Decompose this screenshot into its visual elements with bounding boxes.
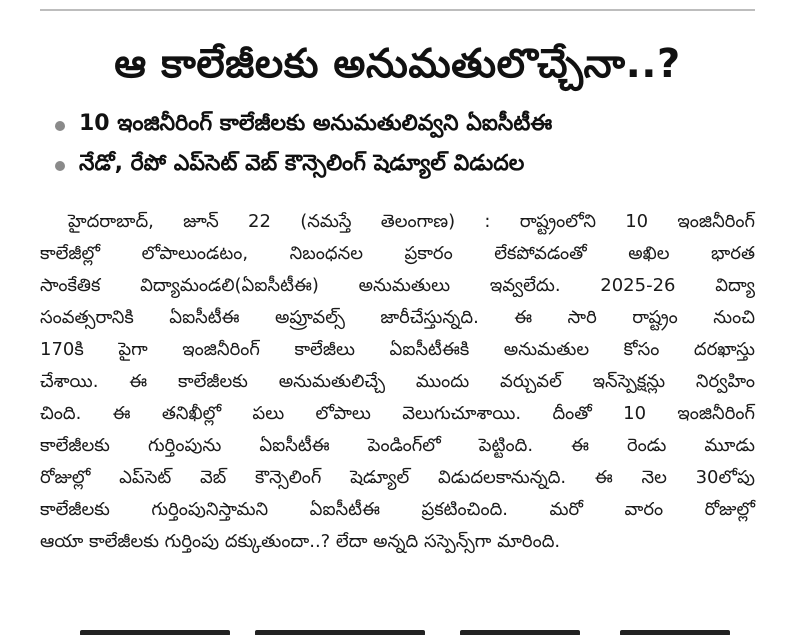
article-line: కాలేజీలకు గుర్తింపునిస్తామని ఏఐసీటీఈ ప్రకటించింది. మరో వారం రోజుల్లో [40,499,755,520]
subheadline-item [55,106,760,146]
article-line: ఆయా కాలేజీలకు గుర్తింపు దక్కుతుందా..? లేదా అన్నది సస్పెన్స్‌గా మారింది. [40,531,561,552]
article-line: కాలేజీలకు గుర్తింపును ఏఐసీటీఈ పెండింగ్‌లో పెట్టింది. ఈ రెండు మూడు [40,435,755,456]
subheadline-list [55,106,760,186]
article-line: సంవత్సరానికి ఏఐసీటీఈ అప్రూవల్స్ జారీచేస్తున్నది. ఈ సారి రాష్ట్రం నుంచి [40,307,755,328]
subheadline-text: 10 ఇంజినీరింగ్ కాలేజీలకు అనుమతులివ్వని ఏఐసీటీఈ [79,111,553,136]
headline: ఆ కాలేజీలకు అనుమతులొచ్చేనా..? [114,41,681,87]
subheadline-item [55,146,760,186]
article-line: సాంకేతిక విద్యామండలి(ఏఐసీటీఈ) అనుమతులు ఇవ్వలేదు. 2025-26 విద్యా [40,275,755,296]
subheadline-text: నేడో, రేపో ఎప్‌సెట్ వెబ్ కౌన్సెలింగ్ షెడ్యూల్ విడుదల [79,151,525,176]
article-line: చింది. ఈ తనిఖీల్లో పలు లోపాలు వెలుగుచూశాయి. దీంతో 10 ఇంజినీరింగ్ [40,403,755,424]
article-line: రోజుల్లో ఎప్‌సెట్ వెబ్ కౌన్సెలింగ్ షెడ్యూల్ విడుదలకానున్నది. ఈ నెల 30లోపు [40,467,755,488]
article-line: 170కి పైగా ఇంజినీరింగ్ కాలేజీలు ఏఐసీటీఈకి అనుమతుల కోసం దరఖాస్తు [40,339,755,360]
article-line: చేశాయి. ఈ కాలేజీలకు అనుమతులిచ్చే ముందు వర్చువల్ ఇన్‌స్పెక్షన్లు నిర్వహిం [40,371,755,392]
cropped-text-fragment [80,630,230,635]
next-headline-fragment [40,622,755,635]
article-body [40,206,755,558]
bullet-icon [55,121,65,131]
cropped-text-fragment [255,630,425,635]
article-line: కాలేజీల్లో లోపాలుండటం, నిబంధనల ప్రకారం లేకపోవడంతో అఖిల భారత [40,243,755,264]
cropped-text-fragment [620,630,730,635]
bullet-icon [55,161,65,171]
top-divider [40,9,755,11]
cropped-text-fragment [460,630,580,635]
article-line: హైదరాబాద్, జూన్ 22 (నమస్తే తెలంగాణ) : రాష్ట్రంలోని 10 ఇంజినీరింగ్ [68,211,755,232]
